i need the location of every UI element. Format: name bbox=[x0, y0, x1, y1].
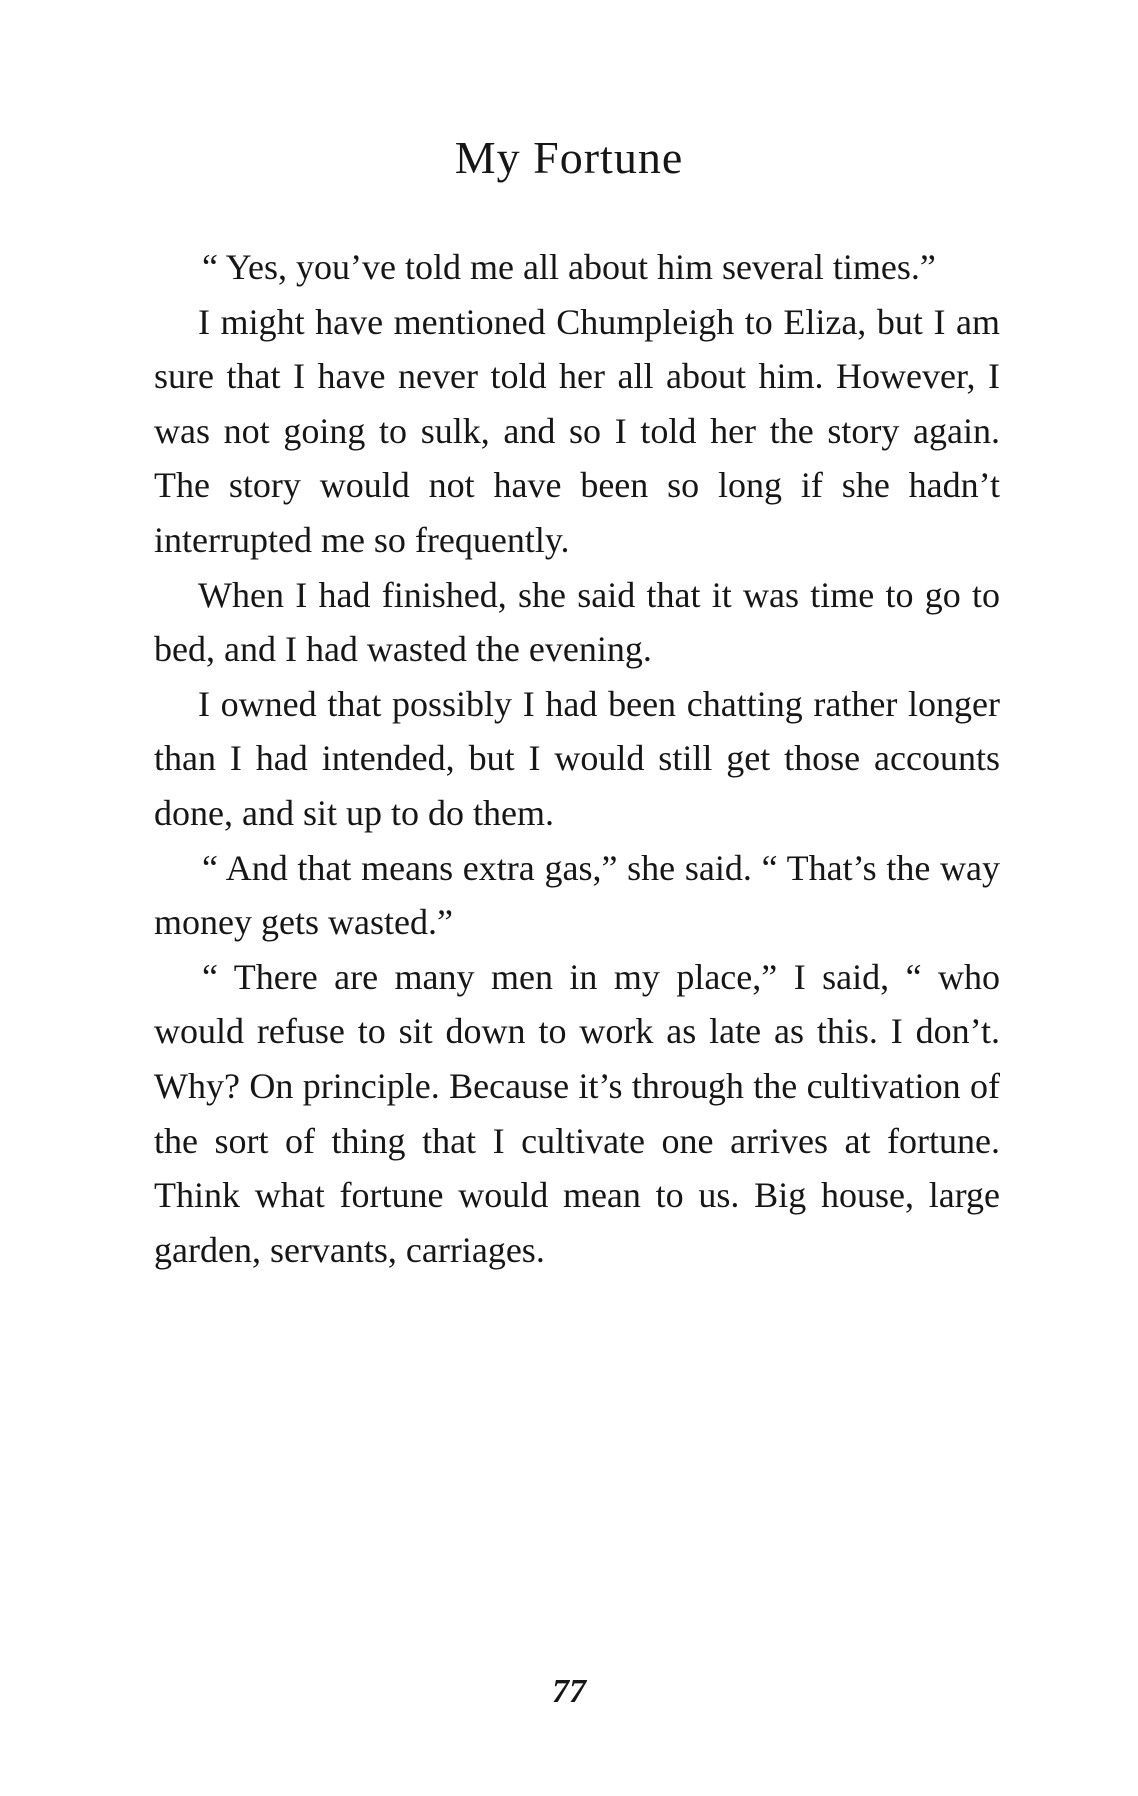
page-number: 77 bbox=[552, 1673, 586, 1710]
running-head: My Fortune bbox=[454, 132, 684, 183]
body-text bbox=[154, 240, 1000, 1277]
paragraph-3: When I had finished, she said that it was time to go to bed, and I had wasted the evening. bbox=[154, 574, 1000, 670]
paragraph-6: “ There are many men in my place,” I said, “ who would refuse to sit down to work as late as this. I don’t. Why? On principle. Because it’s through the cultivation of the sort of thing that I cultivate one arrives at fortune. Think what fortune would mean to us. Big house, large garden, servants, carriages. bbox=[154, 956, 1000, 1270]
paragraph-5: “ And that means extra gas,” she said. “ That’s the way money gets wasted.” bbox=[154, 847, 1000, 943]
paragraph-4: I owned that possibly I had been chatting rather longer than I had intended, but I would still get those accounts done, and sit up to do them. bbox=[154, 683, 1000, 833]
paragraph-1: “ Yes, you’ve told me all about him several times.” bbox=[202, 247, 936, 287]
paragraph-2: I might have mentioned Chumpleigh to Eliza, but I am sure that I have never told her all about him. However, I was not going to sulk, and so I told her the story again. The story would not have been so long if she hadn’t interrupted me so frequently. bbox=[154, 301, 1000, 560]
